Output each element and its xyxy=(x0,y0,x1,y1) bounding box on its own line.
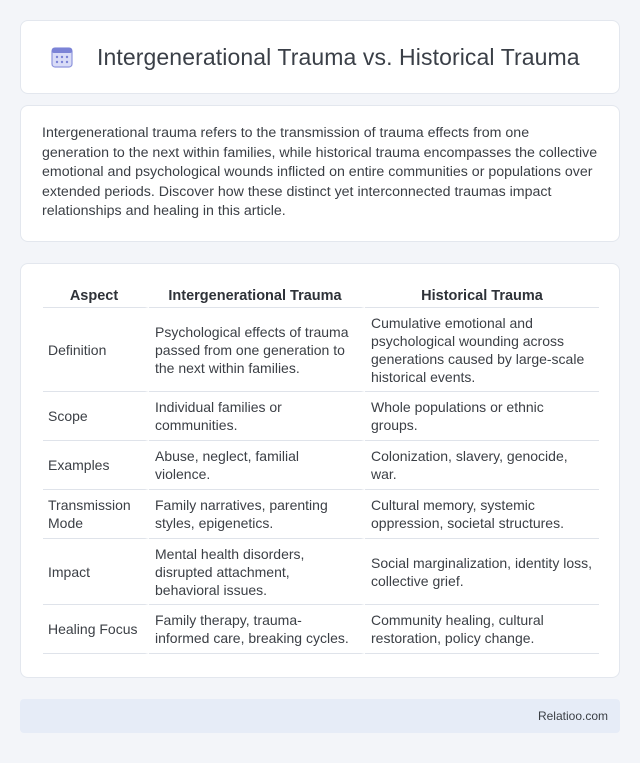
row-historical: Cultural memory, systemic oppression, societal structures. xyxy=(365,490,599,539)
header-intergenerational: Intergenerational Trauma xyxy=(149,288,365,308)
table-header-row xyxy=(43,288,599,308)
row-historical: Social marginalization, identity loss, collective grief. xyxy=(365,539,599,605)
row-historical: Cumulative emotional and psychological wounding across generations caused by large-scale historical events. xyxy=(365,308,599,392)
header-aspect: Aspect xyxy=(43,288,149,308)
row-intergenerational: Mental health disorders, disrupted attachment, behavioral issues. xyxy=(149,539,365,605)
header-historical: Historical Trauma xyxy=(365,288,599,308)
row-intergenerational: Individual families or communities. xyxy=(149,392,365,441)
comparison-table-card xyxy=(20,263,620,678)
calendar-icon xyxy=(49,44,75,70)
row-aspect: Definition xyxy=(43,308,149,392)
table-row xyxy=(43,441,599,490)
footer-site-name: Relatioo.com xyxy=(537,709,608,723)
row-historical: Colonization, slavery, genocide, war. xyxy=(365,441,599,490)
row-intergenerational: Abuse, neglect, familial violence. xyxy=(149,441,365,490)
comparison-table xyxy=(43,288,599,654)
row-aspect: Transmission Mode xyxy=(43,490,149,539)
table-row xyxy=(43,392,599,441)
row-aspect: Scope xyxy=(43,392,149,441)
row-intergenerational: Family therapy, trauma-informed care, breaking cycles. xyxy=(149,605,365,654)
header-card xyxy=(20,20,620,94)
table-row xyxy=(43,490,599,539)
table-row xyxy=(43,605,599,654)
intro-card xyxy=(20,105,620,242)
row-aspect: Examples xyxy=(43,441,149,490)
intro-paragraph: Intergenerational trauma refers to the transmission of trauma effects from one generation to the next within families, while historical trauma encompasses the collective emotional and psychological wounds inflicted on entire communities or populations over extended periods. Discover how these distinct yet interconnected traumas impact relationships and healing in this article. xyxy=(42,125,598,220)
row-aspect: Healing Focus xyxy=(43,605,149,654)
page-title: Intergenerational Trauma vs. Historical Trauma xyxy=(97,43,580,70)
table-row xyxy=(43,539,599,605)
row-intergenerational: Psychological effects of trauma passed from one generation to the next within families. xyxy=(149,308,365,392)
row-historical: Whole populations or ethnic groups. xyxy=(365,392,599,441)
row-historical: Community healing, cultural restoration, policy change. xyxy=(365,605,599,654)
row-aspect: Impact xyxy=(43,539,149,605)
table-row xyxy=(43,308,599,392)
row-intergenerational: Family narratives, parenting styles, epigenetics. xyxy=(149,490,365,539)
footer-bar xyxy=(20,699,620,733)
